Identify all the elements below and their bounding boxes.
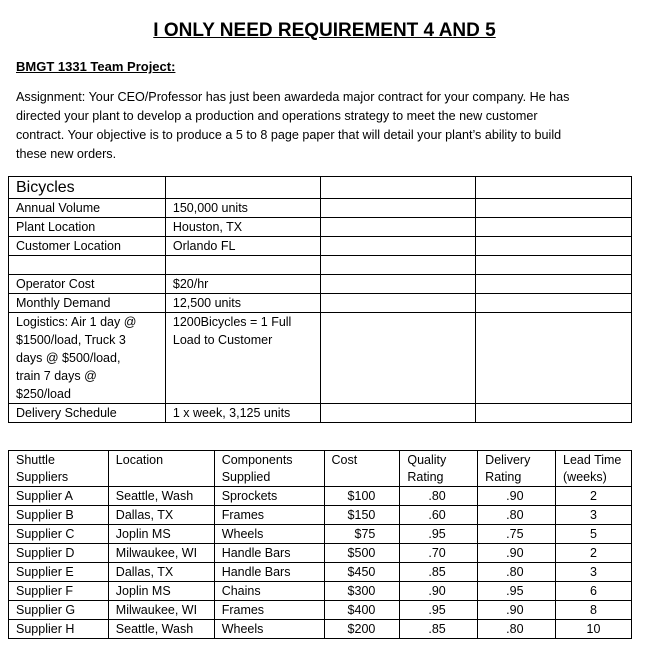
supplier-component: Chains xyxy=(214,582,324,601)
supplier-location: Milwaukee, WI xyxy=(108,601,214,620)
table-row xyxy=(9,294,632,313)
supplier-cost: $200 xyxy=(324,620,400,639)
supplier-lead-time: 8 xyxy=(556,601,632,620)
header-line: Rating xyxy=(485,470,522,484)
supplier-lead-time: 2 xyxy=(556,487,632,506)
supplier-quality: .95 xyxy=(400,601,478,620)
logistics-value-line: 1200Bicycles = 1 Full xyxy=(172,315,292,329)
table-row xyxy=(9,275,632,294)
supplier-delivery: .80 xyxy=(478,506,556,525)
header-line: Rating xyxy=(407,470,444,484)
header-line: (weeks) xyxy=(563,470,607,484)
supplier-delivery: .95 xyxy=(478,582,556,601)
suppliers-table xyxy=(8,450,632,639)
assignment-paragraph xyxy=(16,88,636,164)
supplier-delivery: .90 xyxy=(478,601,556,620)
supplier-quality: .95 xyxy=(400,525,478,544)
supplier-cost: $100 xyxy=(324,487,400,506)
table-row xyxy=(9,544,632,563)
assignment-line: directed your plant to develop a production and operations strategy to meet the new customer xyxy=(16,109,538,123)
header-location xyxy=(108,451,214,487)
supplier-name: Supplier A xyxy=(9,487,109,506)
supplier-component: Handle Bars xyxy=(214,544,324,563)
header-line: Suppliers xyxy=(16,470,69,484)
header-line: Delivery xyxy=(485,453,531,467)
header-line: Location xyxy=(115,453,164,467)
supplier-lead-time: 2 xyxy=(556,544,632,563)
logistics-label-line: Logistics: Air 1 day @ xyxy=(16,315,137,329)
supplier-name: Supplier B xyxy=(9,506,109,525)
supplier-component: Frames xyxy=(214,506,324,525)
supplier-cost: $400 xyxy=(324,601,400,620)
header-line: Lead Time xyxy=(563,453,622,467)
plant-location-value: Houston, TX xyxy=(165,218,320,237)
supplier-component: Wheels xyxy=(214,525,324,544)
logistics-label-line: $1500/load, Truck 3 xyxy=(16,333,126,347)
logistics-value xyxy=(165,313,320,404)
supplier-location: Seattle, Wash xyxy=(108,487,214,506)
table-row xyxy=(9,237,632,256)
supplier-delivery: .80 xyxy=(478,563,556,582)
table-row xyxy=(9,404,632,423)
page-title: I ONLY NEED REQUIREMENT 4 AND 5 xyxy=(153,20,496,41)
delivery-schedule-label: Delivery Schedule xyxy=(9,404,166,423)
header-delivery xyxy=(478,451,556,487)
supplier-name: Supplier D xyxy=(9,544,109,563)
supplier-cost: $150 xyxy=(324,506,400,525)
header-components xyxy=(214,451,324,487)
logistics-label-line: days @ $500/load, xyxy=(16,351,121,365)
header-lead-time xyxy=(556,451,632,487)
supplier-name: Supplier F xyxy=(9,582,109,601)
assignment-line: contract. Your objective is to produce a 5 to 8 page paper that will detail your plant’s ability to build xyxy=(16,128,562,142)
table-row xyxy=(9,525,632,544)
table-row xyxy=(9,199,632,218)
header-line: Components xyxy=(221,453,293,467)
supplier-delivery: .75 xyxy=(478,525,556,544)
table-row xyxy=(9,563,632,582)
supplier-quality: .85 xyxy=(400,620,478,639)
table-row xyxy=(9,313,632,404)
supplier-location: Joplin MS xyxy=(108,582,214,601)
supplier-cost: $300 xyxy=(324,582,400,601)
supplier-name: Supplier G xyxy=(9,601,109,620)
supplier-lead-time: 6 xyxy=(556,582,632,601)
header-supplier xyxy=(9,451,109,487)
supplier-component: Handle Bars xyxy=(214,563,324,582)
supplier-lead-time: 3 xyxy=(556,506,632,525)
supplier-lead-time: 10 xyxy=(556,620,632,639)
project-heading: BMGT 1331 Team Project: xyxy=(16,59,176,74)
supplier-delivery: .90 xyxy=(478,544,556,563)
supplier-quality: .70 xyxy=(400,544,478,563)
supplier-delivery: .80 xyxy=(478,620,556,639)
header-cost xyxy=(324,451,400,487)
supplier-location: Joplin MS xyxy=(108,525,214,544)
supplier-lead-time: 3 xyxy=(556,563,632,582)
header-line: Supplied xyxy=(221,470,271,484)
supplier-delivery: .90 xyxy=(478,487,556,506)
supplier-quality: .60 xyxy=(400,506,478,525)
annual-volume-label: Annual Volume xyxy=(9,199,166,218)
table-row xyxy=(9,487,632,506)
header-line: Cost xyxy=(331,453,358,467)
table-row xyxy=(9,218,632,237)
logistics-label xyxy=(9,313,166,404)
supplier-location: Dallas, TX xyxy=(108,506,214,525)
operator-cost-label: Operator Cost xyxy=(9,275,166,294)
operator-cost-value: $20/hr xyxy=(165,275,320,294)
bicycles-header: Bicycles xyxy=(9,177,166,199)
supplier-component: Wheels xyxy=(214,620,324,639)
table-row xyxy=(9,582,632,601)
header-line: Shuttle xyxy=(16,453,55,467)
supplier-cost: $450 xyxy=(324,563,400,582)
supplier-name: Supplier H xyxy=(9,620,109,639)
supplier-quality: .80 xyxy=(400,487,478,506)
header-quality xyxy=(400,451,478,487)
supplier-component: Sprockets xyxy=(214,487,324,506)
assignment-line: Assignment: Your CEO/Professor has just been awardeda major contract for your company. He has xyxy=(16,90,570,104)
logistics-value-line: Load to Customer xyxy=(172,333,273,347)
supplier-cost: $75 xyxy=(324,525,400,544)
table-row xyxy=(9,506,632,525)
supplier-quality: .85 xyxy=(400,563,478,582)
supplier-location: Dallas, TX xyxy=(108,563,214,582)
header-line: Quality xyxy=(407,453,447,467)
annual-volume-value: 150,000 units xyxy=(165,199,320,218)
table-row xyxy=(9,256,632,275)
supplier-cost: $500 xyxy=(324,544,400,563)
supplier-location: Seattle, Wash xyxy=(108,620,214,639)
supplier-name: Supplier C xyxy=(9,525,109,544)
table-row xyxy=(9,177,632,199)
delivery-schedule-value: 1 x week, 3,125 units xyxy=(165,404,320,423)
supplier-name: Supplier E xyxy=(9,563,109,582)
table-row xyxy=(9,601,632,620)
plant-location-label: Plant Location xyxy=(9,218,166,237)
logistics-label-line: $250/load xyxy=(16,387,71,401)
supplier-lead-time: 5 xyxy=(556,525,632,544)
customer-location-label: Customer Location xyxy=(9,237,166,256)
customer-location-value: Orlando FL xyxy=(165,237,320,256)
logistics-label-line: train 7 days @ xyxy=(16,369,97,383)
supplier-quality: .90 xyxy=(400,582,478,601)
bicycles-table xyxy=(8,176,632,423)
monthly-demand-value: 12,500 units xyxy=(165,294,320,313)
supplier-location: Milwaukee, WI xyxy=(108,544,214,563)
supplier-component: Frames xyxy=(214,601,324,620)
table-row xyxy=(9,620,632,639)
assignment-line: these new orders. xyxy=(16,147,117,161)
monthly-demand-label: Monthly Demand xyxy=(9,294,166,313)
table-header-row xyxy=(9,451,632,487)
